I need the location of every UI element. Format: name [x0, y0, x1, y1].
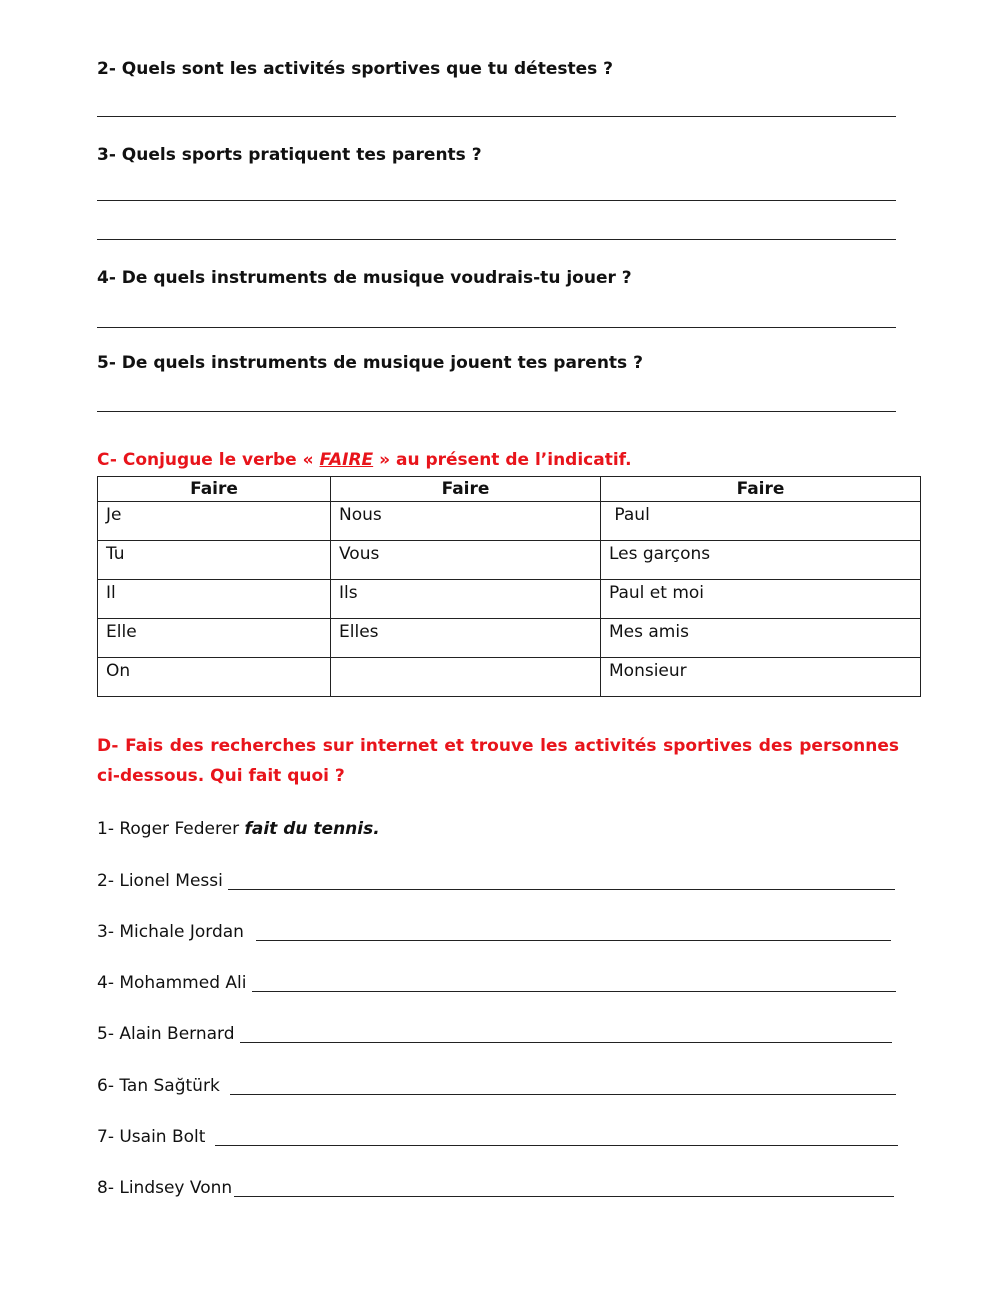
- table-header-row: [98, 477, 921, 502]
- list-item: 2- Lionel Messi: [97, 871, 223, 891]
- pronoun-cell[interactable]: [331, 658, 601, 697]
- answer-line[interactable]: [97, 239, 896, 240]
- pronoun-cell[interactable]: On: [98, 658, 331, 697]
- pronoun-cell[interactable]: Elle: [98, 619, 331, 658]
- column-header: Faire: [98, 477, 331, 502]
- pronoun-cell[interactable]: Paul et moi: [601, 580, 921, 619]
- pronoun-cell[interactable]: Mes amis: [601, 619, 921, 658]
- example-item: [97, 819, 380, 839]
- list-item: 5- Alain Bernard: [97, 1024, 235, 1044]
- pronoun-cell[interactable]: Ils: [331, 580, 601, 619]
- answer-line[interactable]: [234, 1196, 894, 1197]
- column-header: Faire: [331, 477, 601, 502]
- conjugation-table: [97, 476, 921, 697]
- section-c-heading: [97, 450, 632, 470]
- answer-line[interactable]: [97, 327, 896, 328]
- pronoun-cell[interactable]: Je: [98, 502, 331, 541]
- pronoun-cell[interactable]: Nous: [331, 502, 601, 541]
- list-item: 7- Usain Bolt: [97, 1127, 211, 1147]
- answer-line[interactable]: [97, 116, 896, 117]
- answer-line[interactable]: [252, 991, 896, 992]
- list-item: 3- Michale Jordan: [97, 922, 244, 942]
- pronoun-cell[interactable]: Les garçons: [601, 541, 921, 580]
- example-name: 1- Roger Federer: [97, 819, 245, 839]
- answer-line[interactable]: [240, 1042, 892, 1043]
- question-3: 3- Quels sports pratiquent tes parents ?: [97, 145, 482, 165]
- answer-line[interactable]: [228, 889, 895, 890]
- section-c-suffix: » au présent de l’indicatif.: [373, 450, 632, 470]
- answer-line[interactable]: [256, 940, 891, 941]
- list-item: 8- Lindsey Vonn: [97, 1178, 233, 1198]
- question-2: 2- Quels sont les activités sportives que tu détestes ?: [97, 59, 614, 79]
- answer-line[interactable]: [215, 1145, 898, 1146]
- pronoun-cell[interactable]: Il: [98, 580, 331, 619]
- section-c-prefix: C- Conjugue le verbe «: [97, 450, 320, 470]
- verb-faire: FAIRE: [319, 450, 374, 470]
- table-row: [98, 580, 921, 619]
- answer-line[interactable]: [97, 411, 896, 412]
- pronoun-cell[interactable]: Paul: [601, 502, 921, 541]
- list-item: 4- Mohammed Ali: [97, 973, 252, 993]
- answer-line[interactable]: [97, 200, 896, 201]
- list-item: 6- Tan Sağtürk: [97, 1076, 220, 1096]
- table-row: [98, 658, 921, 697]
- column-header: Faire: [601, 477, 921, 502]
- question-4: 4- De quels instruments de musique voudrais-tu jouer ?: [97, 268, 632, 288]
- pronoun-cell[interactable]: Vous: [331, 541, 601, 580]
- section-d-instruction: D- Fais des recherches sur internet et trouve les activités sportives des personnes ci-dessous. Qui fait quoi ?: [97, 736, 899, 786]
- table-row: [98, 541, 921, 580]
- table-row: [98, 619, 921, 658]
- question-5: 5- De quels instruments de musique jouent tes parents ?: [97, 353, 643, 373]
- pronoun-cell[interactable]: Tu: [98, 541, 331, 580]
- answer-line[interactable]: [230, 1094, 896, 1095]
- table-row: [98, 502, 921, 541]
- pronoun-cell[interactable]: Monsieur: [601, 658, 921, 697]
- example-answer: fait du tennis.: [244, 819, 380, 839]
- pronoun-cell[interactable]: Elles: [331, 619, 601, 658]
